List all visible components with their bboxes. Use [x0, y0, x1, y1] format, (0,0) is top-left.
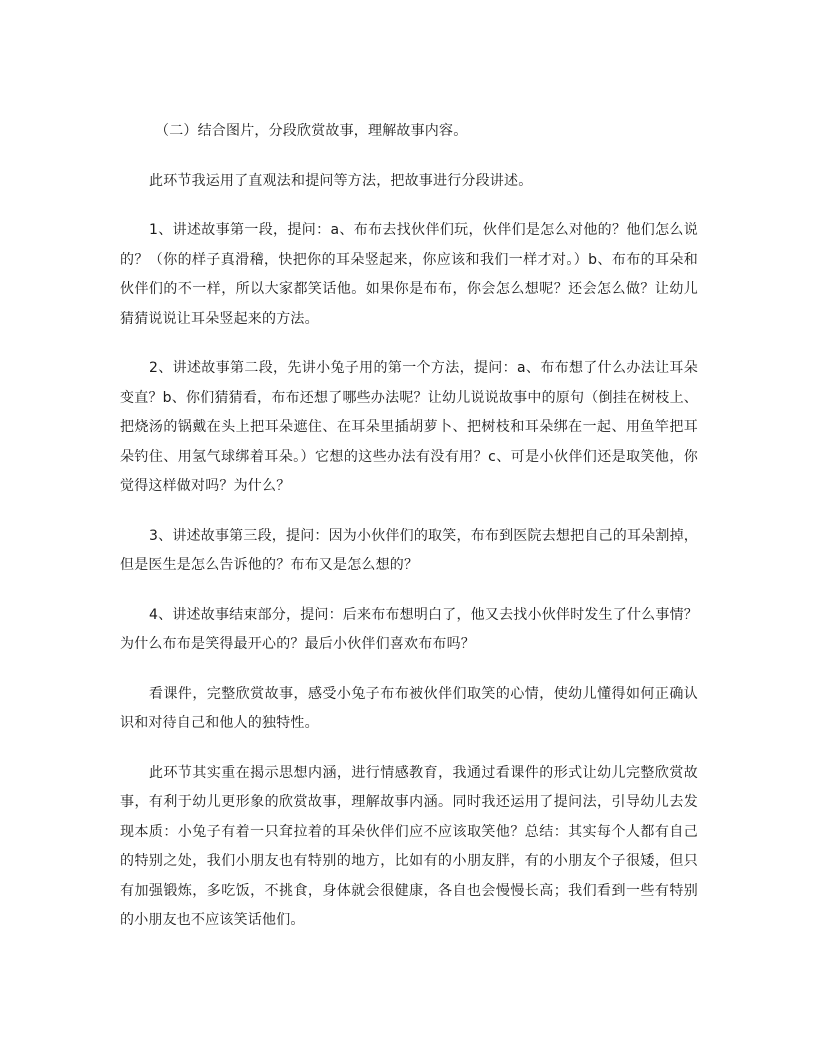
paragraph-part-2: 2、讲述故事第二段，先讲小兔子用的第一个方法，提问：a、布布想了什么办法让耳朵变直？b、你们猜猜看，布布还想了哪些办法呢？让幼儿说说故事中的原句（倒挂在树枝上、把烧汤的锅戴在头上把耳朵遮住、在耳朵里插胡萝卜、把树枝和耳朵绑在一起、用鱼竿把耳朵钓住、用氢气球绑着耳朵。）它想的这些办法有没有用？c、可是小伙伴们还是取笑他，你觉得这样做对吗？为什么？ [120, 360, 698, 494]
paragraph-courseware: 看课件，完整欣赏故事，感受小兔子布布被伙伴们取笑的心情，使幼儿懂得如何正确认识和对待自己和他人的独特性。 [120, 685, 698, 731]
paragraph-part-1: 1、讲述故事第一段，提问：a、布布去找伙伴们玩，伙伴们是怎么对他的？他们怎么说的？（你的样子真滑稽，快把你的耳朵竖起来，你应该和我们一样才对。）b、布布的耳朵和伙伴们的不一样，所以大家都笑话他。如果你是布布，你会怎么想呢？还会怎么做？让幼儿猜猜说说让耳朵竖起来的方法。 [120, 222, 698, 327]
paragraph-part-4: 4、讲述故事结束部分，提问：后来布布想明白了，他又去找小伙伴时发生了什么事情？为什么布布是笑得最开心的？最后小伙伴们喜欢布布吗？ [120, 606, 698, 652]
document-body [120, 117, 698, 956]
paragraph-part-3: 3、讲述故事第三段，提问：因为小伙伴们的取笑，布布到医院去想把自己的耳朵割掉，但是医生是怎么告诉他的？布布又是怎么想的？ [120, 527, 698, 573]
section-heading: （二）结合图片，分段欣赏故事，理解故事内容。 [155, 123, 468, 139]
paragraph-intro: 此环节我运用了直观法和提问等方法，把故事进行分段讲述。 [149, 172, 533, 189]
paragraph-summary: 此环节其实重在揭示思想内涵，进行情感教育，我通过看课件的形式让幼儿完整欣赏故事，有利于幼儿更形象的欣赏故事，理解故事内涵。同时我还运用了提问法，引导幼儿去发现本质：小兔子有着一只耷拉着的耳朵伙伴们应不应该取笑他？总结：其实每个人都有自己的特别之处，我们小朋友也有特别的地方，比如有的小朋友胖，有的小朋友个子很矮，但只有加强锻炼，多吃饭，不挑食，身体就会很健康，各自也会慢慢长高；我们看到一些有特别的小朋友也不应该笑话他们。 [120, 764, 698, 928]
